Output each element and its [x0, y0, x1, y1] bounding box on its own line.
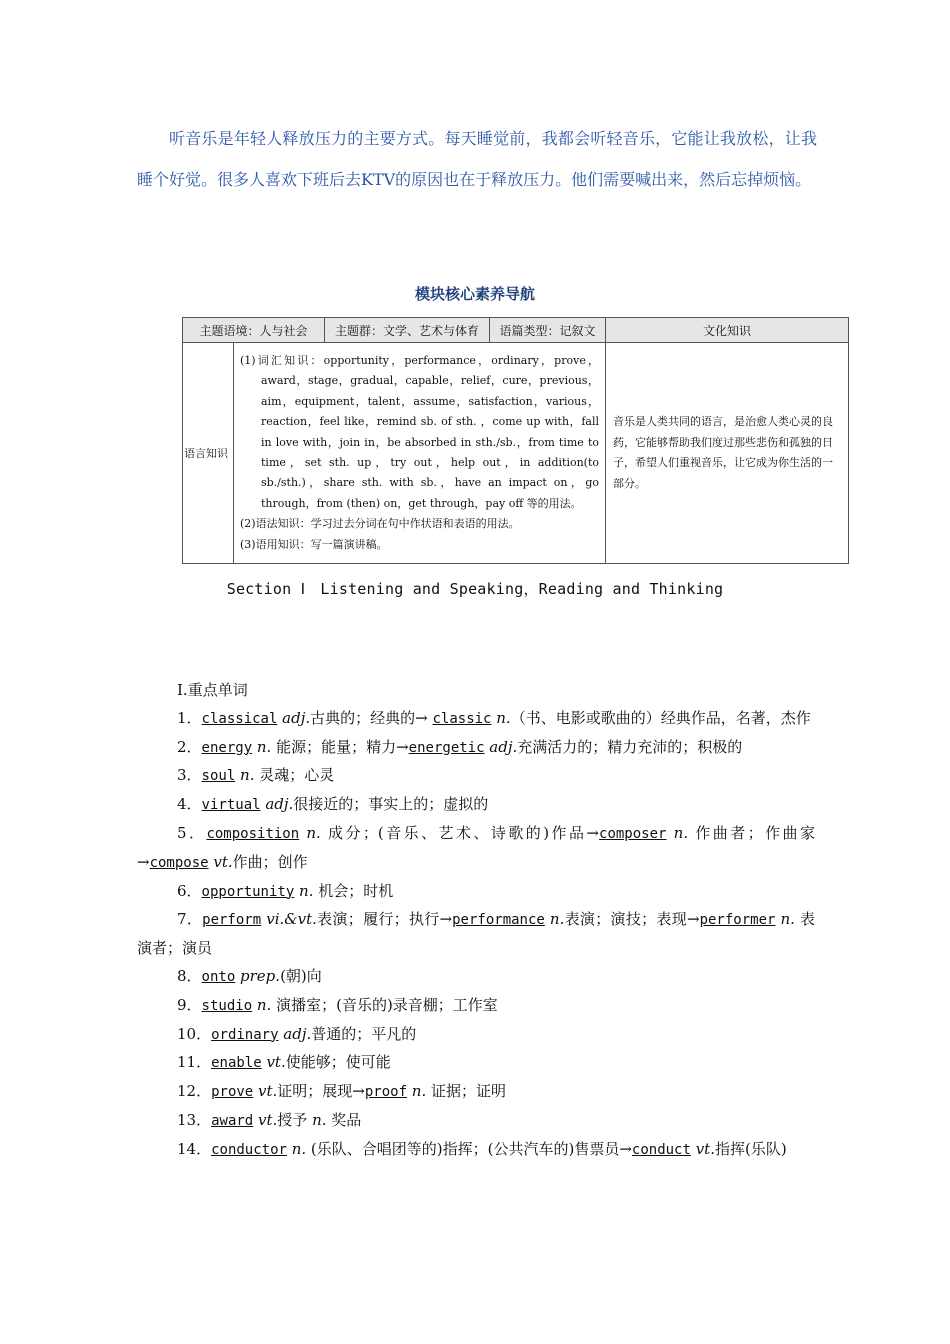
- definition-text: 能源；能量；精力→: [271, 737, 409, 756]
- vocab-entry: [137, 734, 815, 763]
- entry-number: 9．: [177, 995, 202, 1014]
- vocab-word: classical: [201, 710, 278, 727]
- entry-number: 12．: [177, 1082, 212, 1101]
- definition-text: 古典的；经典的→: [310, 708, 433, 727]
- vocab-entry: [137, 1107, 815, 1136]
- part-of-speech: n.: [666, 823, 689, 842]
- vocab-word: performance: [452, 912, 545, 929]
- part-of-speech: vt.: [253, 1082, 278, 1101]
- core-literacy-table: [182, 317, 849, 564]
- vocab-word: enable: [211, 1055, 262, 1072]
- vocab-word: composer: [599, 825, 667, 842]
- vocab-word: energy: [201, 739, 253, 756]
- part-of-speech: n.: [235, 766, 255, 785]
- vocab-word: onto: [201, 968, 236, 985]
- definition-text: 演播室；(音乐的)录音棚；工作室: [271, 995, 498, 1014]
- definition-text: 表演；履行；执行→: [316, 910, 453, 929]
- vocab-word: virtual: [201, 797, 261, 814]
- entry-number: 2．: [177, 737, 202, 756]
- vocab-word: classic: [432, 710, 492, 727]
- definition-text: 授予: [277, 1110, 313, 1129]
- row-label-language-knowledge: 语言知识: [183, 343, 234, 564]
- vocab-entry: [137, 878, 815, 907]
- vocab-entry: [137, 1049, 815, 1078]
- table-body-row: [183, 343, 849, 564]
- definition-text: 奖品: [326, 1110, 362, 1129]
- header-text-type: 语篇类型：记叙文: [490, 318, 606, 343]
- definition-text: 机会；时机: [313, 881, 394, 900]
- entry-number: 14．: [177, 1139, 212, 1158]
- vocab-word: perform: [202, 912, 262, 929]
- vocab-entry: [137, 705, 815, 734]
- usage-knowledge: (3)语用知识：写一篇演讲稿。: [240, 537, 388, 551]
- definition-text: （书、电影或歌曲的）经典作品，名著，杰作: [510, 708, 811, 727]
- vocab-entry: [137, 963, 815, 992]
- vocab-entry: [137, 791, 815, 820]
- header-culture: 文化知识: [606, 318, 849, 343]
- definition-text: 使能够；使可能: [285, 1053, 391, 1072]
- definition-text: 普通的；平凡的: [311, 1024, 417, 1043]
- vocab-word: ordinary: [211, 1026, 279, 1043]
- entry-number: 4．: [177, 795, 202, 814]
- definition-text: 表演者；演员: [137, 910, 816, 958]
- vocab-entry: [137, 992, 815, 1021]
- definition-text: 表演；演技；表现→: [564, 910, 700, 929]
- vocab-entry: [137, 820, 815, 878]
- definition-text: 作曲；创作: [232, 852, 308, 871]
- entry-number: 1．: [177, 708, 202, 727]
- vocab-word: proof: [364, 1084, 408, 1101]
- vocab-word: energetic: [408, 739, 485, 756]
- grammar-knowledge: (2)语法知识：学习过去分词在句中作状语和表语的用法。: [240, 517, 520, 531]
- vocab-word: opportunity: [201, 883, 295, 900]
- definition-text: 成分；(音乐、艺术、诗歌的)作品→: [320, 823, 600, 842]
- part-of-speech: n.: [252, 737, 272, 756]
- definition-text: 很接近的；事实上的；虚拟的: [293, 795, 489, 814]
- part-of-speech: prep.: [235, 966, 281, 985]
- culture-knowledge-cell: 音乐是人类共同的语言，是治愈人类心灵的良药，它能够帮助我们度过那些悲伤和孤独的日子，希望人们重视音乐，让它成为你生活的一部分。: [606, 343, 849, 564]
- table-header-row: [183, 318, 849, 343]
- vocab-word: award: [211, 1112, 254, 1129]
- key-words-list: [137, 705, 815, 1165]
- part-of-speech: adj.: [278, 1024, 312, 1043]
- part-of-speech: n.: [286, 1139, 307, 1158]
- part-of-speech: vt.: [253, 1110, 278, 1129]
- part-of-speech: vi.&vt.: [261, 910, 317, 929]
- definition-text: 灵魂；心灵: [254, 766, 335, 785]
- part-of-speech: vt.: [261, 1053, 286, 1072]
- part-of-speech: adj.: [277, 708, 311, 727]
- section-title: Section Ⅰ Listening and Speaking，Reading and Thinking: [226, 580, 724, 598]
- vocab-word: studio: [201, 997, 253, 1014]
- entry-number: 8．: [177, 966, 202, 985]
- definition-text: (乐队、合唱团等的)指挥；(公共汽车的)售票员→: [306, 1139, 632, 1158]
- entry-number: 6．: [177, 881, 202, 900]
- part-of-speech: vt.: [690, 1139, 715, 1158]
- part-of-speech: n.: [312, 1110, 327, 1129]
- vocab-entry: [137, 1136, 815, 1165]
- vocab-entry: [137, 906, 815, 963]
- header-theme-group: 主题群：文学、艺术与体育: [325, 318, 490, 343]
- part-of-speech: n.: [299, 823, 321, 842]
- vocab-word: prove: [211, 1084, 254, 1101]
- part-of-speech: adj.: [484, 737, 518, 756]
- intro-paragraph: [137, 118, 817, 200]
- vocab-word: performer: [699, 912, 776, 929]
- part-of-speech: n.: [407, 1082, 427, 1101]
- entry-number: 3．: [177, 766, 202, 785]
- part-of-speech: n.: [294, 881, 314, 900]
- part-of-speech: vt.: [208, 852, 233, 871]
- part-of-speech: n.: [252, 995, 272, 1014]
- entry-number: 7．: [177, 910, 203, 929]
- table-title: 模块核心素养导航: [414, 285, 535, 303]
- definition-text: 证明；展现→: [277, 1082, 365, 1101]
- entry-number: 10．: [177, 1024, 212, 1043]
- vocab-entry: [137, 1078, 815, 1107]
- vocab-word: soul: [201, 768, 236, 785]
- vocab-word: composition: [206, 825, 300, 842]
- vocab-entry: [137, 762, 815, 791]
- vocab-word: conduct: [631, 1141, 691, 1158]
- definition-text: (朝)向: [280, 966, 322, 985]
- key-words-heading: Ⅰ.重点单词: [177, 681, 248, 699]
- vocab-knowledge: (1)词汇知识：opportunity，performance，ordinary，prove，award，stage，gradual，capable，relief，cure，previous，aim，equipment，talent，assume，satisfaction，various，reaction，feel like，remind sb. of sth. ，come up with，fall in love with，join in，be absorbed in sth./sb.，from time to time，set sth. up，try out，help out，in addition(to sb./sth.)，share sth. with sb.，have an impact on，go through，from (then) on，get through，pay off 等的用法。: [240, 354, 600, 510]
- entry-number: 5．: [177, 823, 207, 842]
- part-of-speech: n.: [491, 708, 511, 727]
- part-of-speech: n.: [544, 910, 565, 929]
- header-theme-context: 主题语境：人与社会: [183, 318, 325, 343]
- definition-text: 指挥(乐队): [714, 1139, 787, 1158]
- definition-text: 作曲者；作曲家→: [137, 823, 816, 871]
- language-knowledge-cell: [234, 343, 606, 564]
- vocab-word: compose: [149, 854, 209, 871]
- vocab-word: conductor: [211, 1141, 287, 1158]
- vocab-entry: [137, 1021, 815, 1050]
- definition-text: 证据；证明: [426, 1082, 507, 1101]
- entry-number: 11．: [177, 1053, 212, 1072]
- entry-number: 13．: [177, 1110, 212, 1129]
- part-of-speech: adj.: [260, 795, 294, 814]
- definition-text: 充满活力的；精力充沛的；积极的: [517, 737, 743, 756]
- key-words-section: [137, 677, 815, 1165]
- intro-text: 听音乐是年轻人释放压力的主要方式。每天睡觉前，我都会听轻音乐，它能让我放松，让我睡个好觉。很多人喜欢下班后去KTV的原因也在于释放压力。他们需要喊出来，然后忘掉烦恼。: [137, 129, 817, 189]
- part-of-speech: n.: [775, 910, 795, 929]
